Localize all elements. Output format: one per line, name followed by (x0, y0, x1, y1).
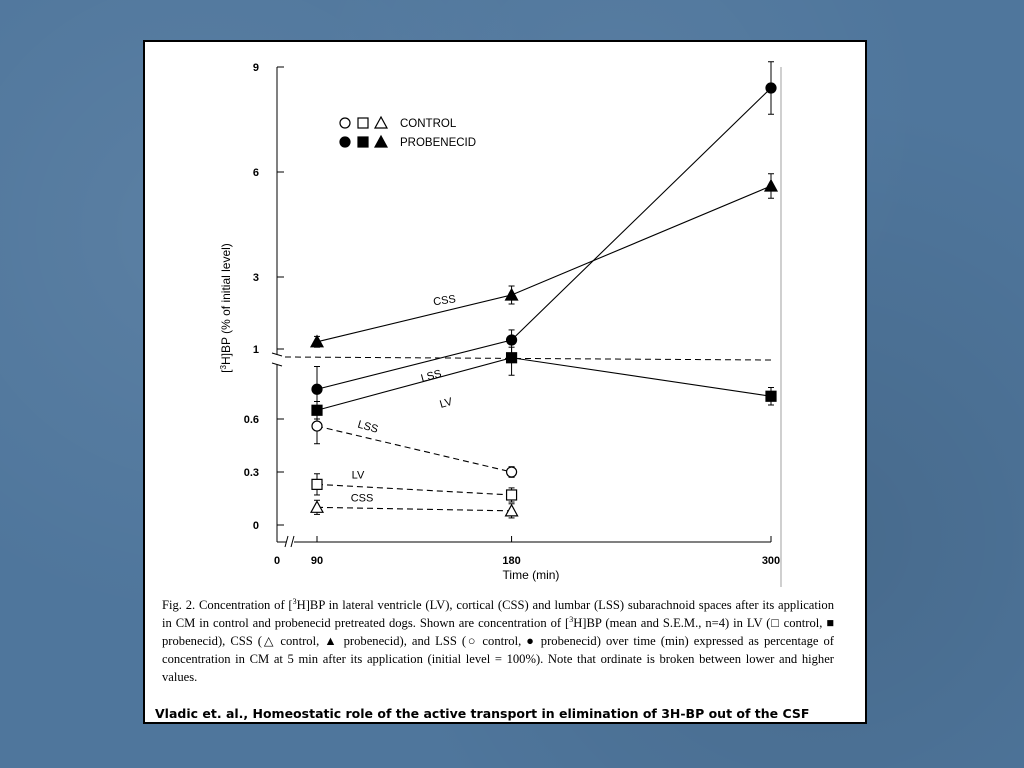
series-label: LV (438, 395, 454, 411)
data-point (765, 180, 777, 191)
y-tick-label: 9 (252, 62, 259, 74)
legend-marker (375, 117, 387, 128)
series-control-lv (312, 469, 517, 505)
series-label: LSS (356, 418, 380, 436)
figure-caption: Fig. 2. Concentration of [$^3$H]BP in lateral ventricle (LV), cortical (CSS) and lumbar (LSS) subarachnoid spaces after its application in CM in control and probenecid pretreated dogs. Shown are concentration of [$^3$H]BP (mean and S.E.M., n=4) in LV (□ control, ■ probenecid), CSS (△ control, ▲ probenecid), and LSS (○ control, ● probenecid) over time (min) expressed as percentage of concentration in CM at 5 min after its application (initial level = 100%). Note that ordinate is broken between lower and higher values. (162, 596, 834, 684)
series-line (317, 484, 512, 495)
y-tick-label: 1 (252, 344, 259, 356)
series-control-lss (312, 409, 517, 478)
data-point (312, 479, 322, 489)
chart (145, 42, 865, 587)
x-tick-label: 180 (502, 555, 521, 567)
x-tick-label: 0 (273, 555, 281, 567)
series-label: LSS (419, 367, 443, 385)
y-tick-label: 0 (252, 520, 259, 532)
y-axis-label: [$^3$H]BP (% of initial level) (218, 243, 233, 373)
y-tick-label: 6 (252, 167, 259, 179)
data-point (766, 391, 776, 401)
data-point (312, 384, 322, 394)
series-probenecid-lv (312, 347, 776, 419)
data-point (312, 421, 322, 431)
legend-row-probenecid (340, 136, 476, 149)
y-tick-label: 0.3 (243, 466, 259, 479)
legend-marker (375, 136, 387, 147)
series-line (317, 88, 771, 389)
series-probenecid-css (311, 174, 777, 347)
legend-marker (358, 118, 368, 128)
x-axis-label: Time (min) (502, 568, 560, 582)
data-point (507, 467, 517, 477)
series-layer (285, 62, 777, 518)
legend-label: PROBENECID (400, 137, 477, 149)
reference-line-initial-level (285, 357, 771, 360)
series-control-css (311, 492, 518, 518)
citation-footer: Vladic et. al., Homeostatic role of the active transport in elimination of 3H-BP out of the CSF (155, 706, 810, 721)
series-line (317, 186, 771, 342)
data-point (507, 335, 517, 345)
data-point (766, 83, 776, 93)
legend (340, 117, 476, 149)
series-line (317, 426, 512, 472)
legend-row-control (340, 117, 457, 130)
data-point (311, 501, 323, 512)
slide-frame (143, 40, 867, 724)
y-tick-label: 0.6 (243, 413, 259, 426)
data-point (506, 289, 518, 300)
data-point (507, 490, 517, 500)
series-label: CSS (350, 492, 374, 505)
x-tick-label: 90 (310, 555, 324, 567)
series-label: CSS (432, 293, 457, 309)
x-axis-break-mark (291, 536, 294, 547)
y-tick-label: 3 (252, 272, 259, 284)
series-line (317, 358, 771, 411)
x-tick-label: 300 (761, 555, 781, 567)
legend-marker (340, 118, 350, 128)
legend-label: CONTROL (400, 118, 457, 130)
legend-marker (340, 137, 350, 147)
data-point (507, 353, 517, 363)
series-line (317, 507, 512, 511)
series-label: LV (351, 469, 365, 482)
legend-marker (358, 137, 368, 147)
